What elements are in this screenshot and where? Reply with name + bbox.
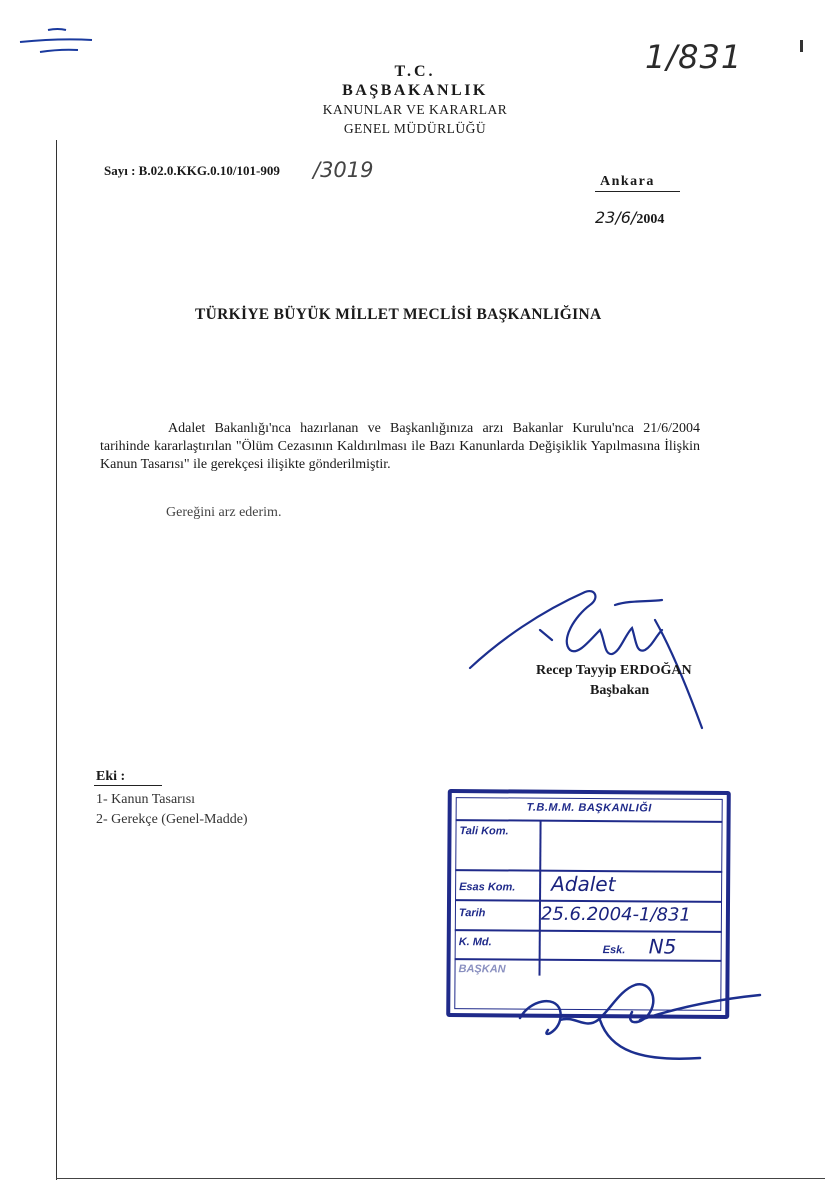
date-handwritten: 23/6/	[595, 208, 637, 227]
stamp-tarih-value: 25.6.2004-1/831	[540, 903, 691, 926]
stamp-esas-label: Esas Kom.	[459, 881, 516, 894]
date-year: 2004	[636, 212, 665, 227]
signatory-title: Başbakan	[590, 683, 650, 698]
letterhead-tc: T.C.	[394, 63, 436, 80]
date	[595, 208, 664, 228]
letterhead	[290, 62, 540, 138]
reference-handwritten: /3019	[313, 158, 374, 182]
signatory-name: Recep Tayyip ERDOĞAN	[536, 663, 692, 678]
city-underline	[595, 191, 680, 192]
stamp-baskan-label: BAŞKAN	[458, 963, 506, 976]
corner-mark	[800, 40, 803, 52]
reference-number: Sayı : B.02.0.KKG.0.10/101-909	[104, 163, 280, 178]
file-number: 1/831	[645, 38, 743, 76]
annex-underline	[94, 785, 162, 786]
letterhead-department-2: GENEL MÜDÜRLÜĞÜ	[343, 121, 487, 136]
stamp-tarih-label: Tarih	[458, 907, 486, 920]
annex-item-2: 2- Gerekçe (Genel-Madde)	[96, 812, 248, 827]
letterhead-ministry: BAŞBAKANLIK	[342, 82, 488, 99]
addressee: TÜRKİYE BÜYÜK MİLLET MECLİSİ BAŞKANLIĞINA	[195, 306, 602, 323]
closing-line: Gereğini arz ederim.	[166, 505, 282, 520]
annex-item-1: 1- Kanun Tasarısı	[96, 792, 196, 807]
annex-label: Eki :	[96, 769, 126, 784]
stamp-esk-value: N5	[648, 934, 677, 959]
stamp-title: T.B.M.M. BAŞKANLIĞI	[526, 801, 652, 815]
stamp-esk-label: Esk.	[602, 944, 626, 957]
stamp-km-label: K. Md.	[458, 936, 492, 949]
top-left-pen-mark	[20, 29, 92, 52]
letter-body: Adalet Bakanlığı'nca hazırlanan ve Başkanlığınıza arzı Bakanlar Kurulu'nca 21/6/2004 tarihinde kararlaştırılan "Ölüm Cezasının Kaldırılması ile Bazı Kanunlarda Değişiklik Yapılmasına İlişkin Kanun Tasarısı" ile gerekçesi ilişikte gönderilmiştir.	[100, 421, 700, 472]
city: Ankara	[600, 174, 655, 189]
tbmm-receipt-stamp	[446, 789, 731, 1019]
stamp-esas-value: Adalet	[551, 871, 616, 897]
stamp-tali-label: Tali Kom.	[459, 825, 509, 838]
pm-signature	[470, 591, 702, 728]
letterhead-department-1: KANUNLAR VE KARARLAR	[322, 102, 508, 117]
